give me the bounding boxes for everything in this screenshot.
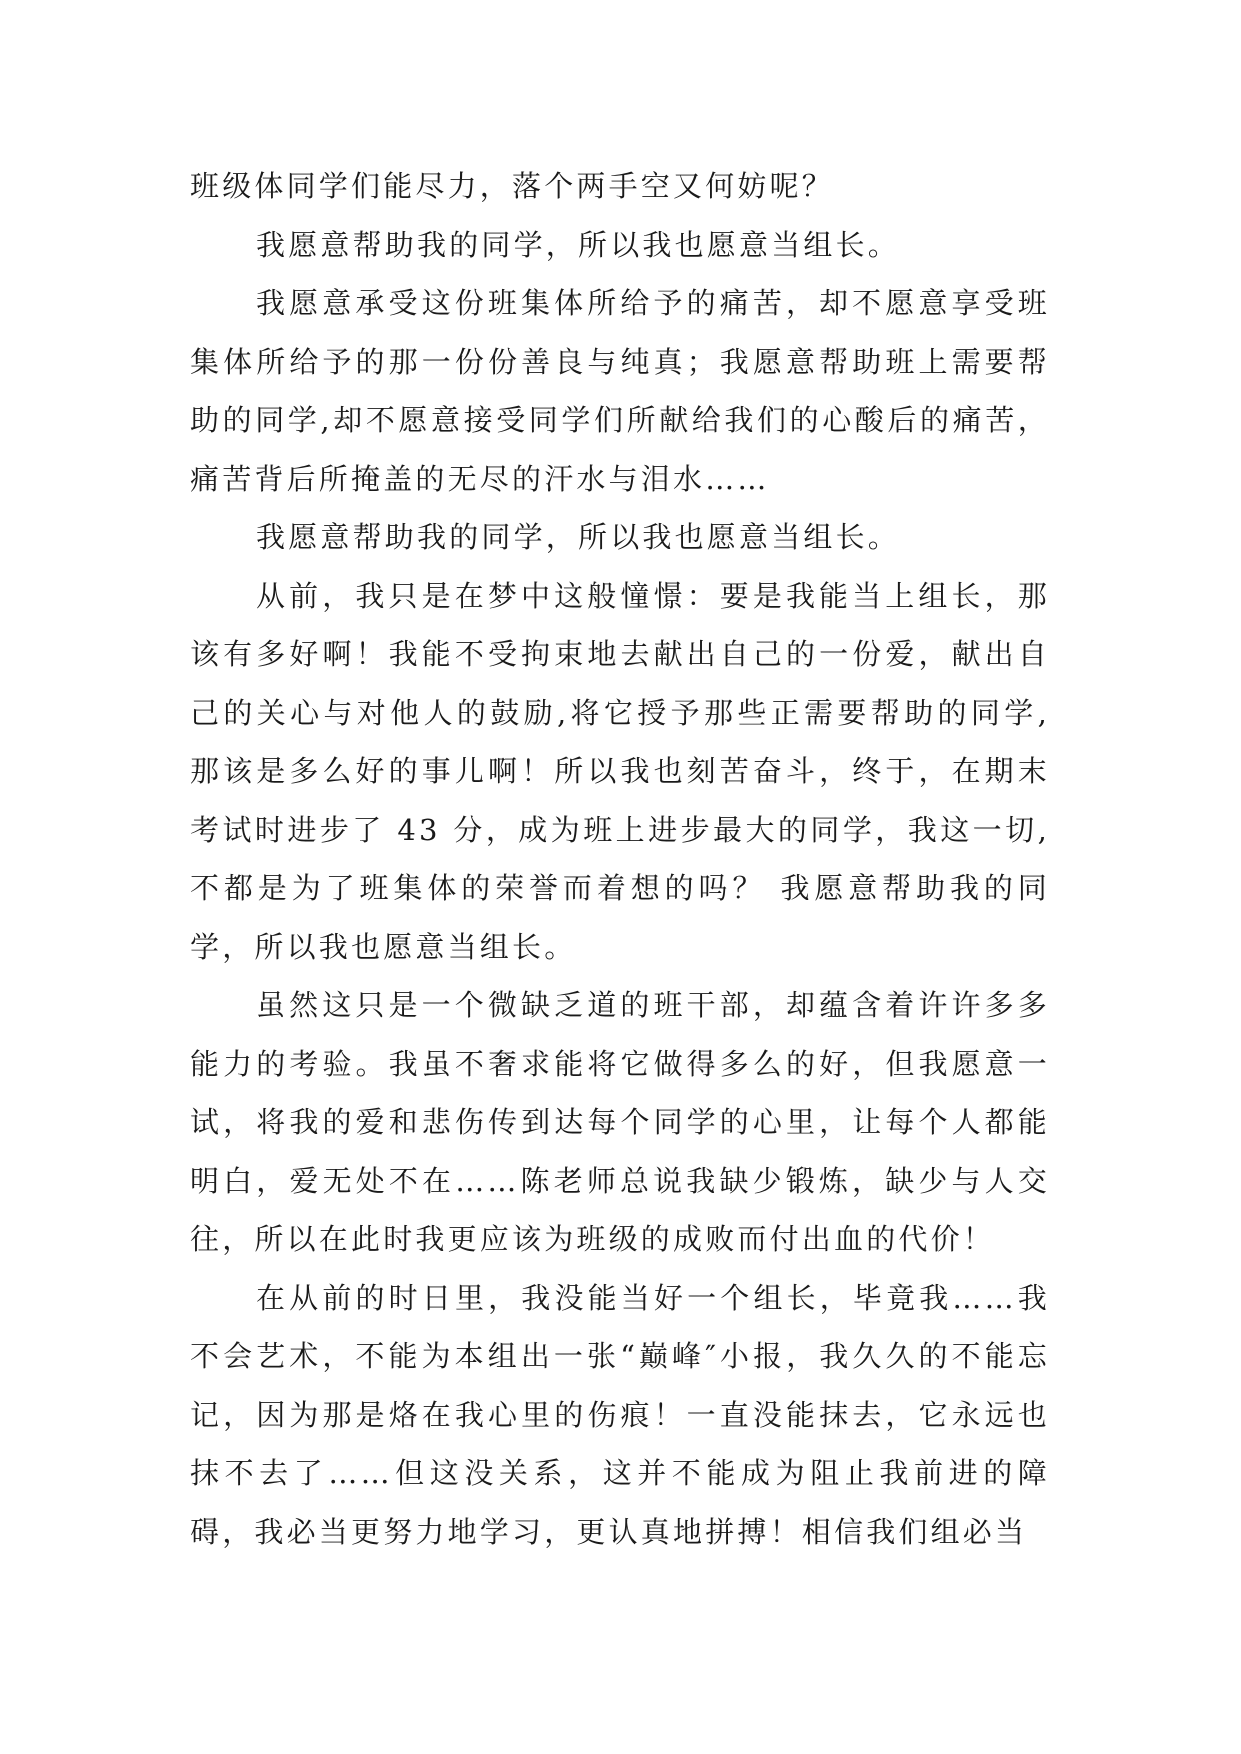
- paragraph-2: 我愿意帮助我的同学，所以我也愿意当组长。: [256, 227, 901, 262]
- paragraph-4: 我愿意帮助我的同学，所以我也愿意当组长。: [256, 520, 901, 554]
- paragraph-7: 在从前的时日里，我没能当好一个组长，毕竟我……我不会艺术，不能为本组出一张“巅峰″小报，我久久的不能忘记，因为那是烙在我心里的伤痕！一直没能抹去，它永远也抹不去了……但这没关系，这并不能成为阻止我前进的障碍，我必当更努力地学习，更认真地拼搏！相信我们组必当: [190, 1280, 1050, 1549]
- paragraph-1: 班级体同学们能尽力，落个两手空又何妨呢？: [190, 169, 835, 203]
- paragraph-6: 虽然这只是一个微缺乏道的班干部，却蕴含着许许多多能力的考验。我虽不奢求能将它做得多么的好，但我愿意一试，将我的爱和悲伤传到达每个同学的心里，让每个人都能明白，爱无处不在……陈老师总说我缺少锻炼，缺少与人交往，所以在此时我更应该为班级的成败而付出血的代价！: [190, 988, 1050, 1256]
- document-body: [190, 157, 1050, 1561]
- paragraph-3: 我愿意承受这份班集体所给予的痛苦，却不愿意享受班集体所给予的那一份份善良与纯真；我愿意帮助班上需要帮助的同学,却不愿意接受同学们所献给我们的心酸后的痛苦，痛苦背后所掩盖的无尽的汗水与泪水……: [190, 286, 1050, 496]
- paragraph-5: 从前，我只是在梦中这般憧憬：要是我能当上组长，那该有多好啊！我能不受拘束地去献出自己的一份爱，献出自己的关心与对他人的鼓励,将它授予那些正需要帮助的同学,那该是多么好的事儿啊！所以我也刻苦奋斗，终于，在期末考试时进步了 43 分，成为班上进步最大的同学，我这一切,不都是为了班集体的荣誉而着想的吗？ 我愿意帮助我的同学，所以我也愿意当组长。: [190, 578, 1050, 964]
